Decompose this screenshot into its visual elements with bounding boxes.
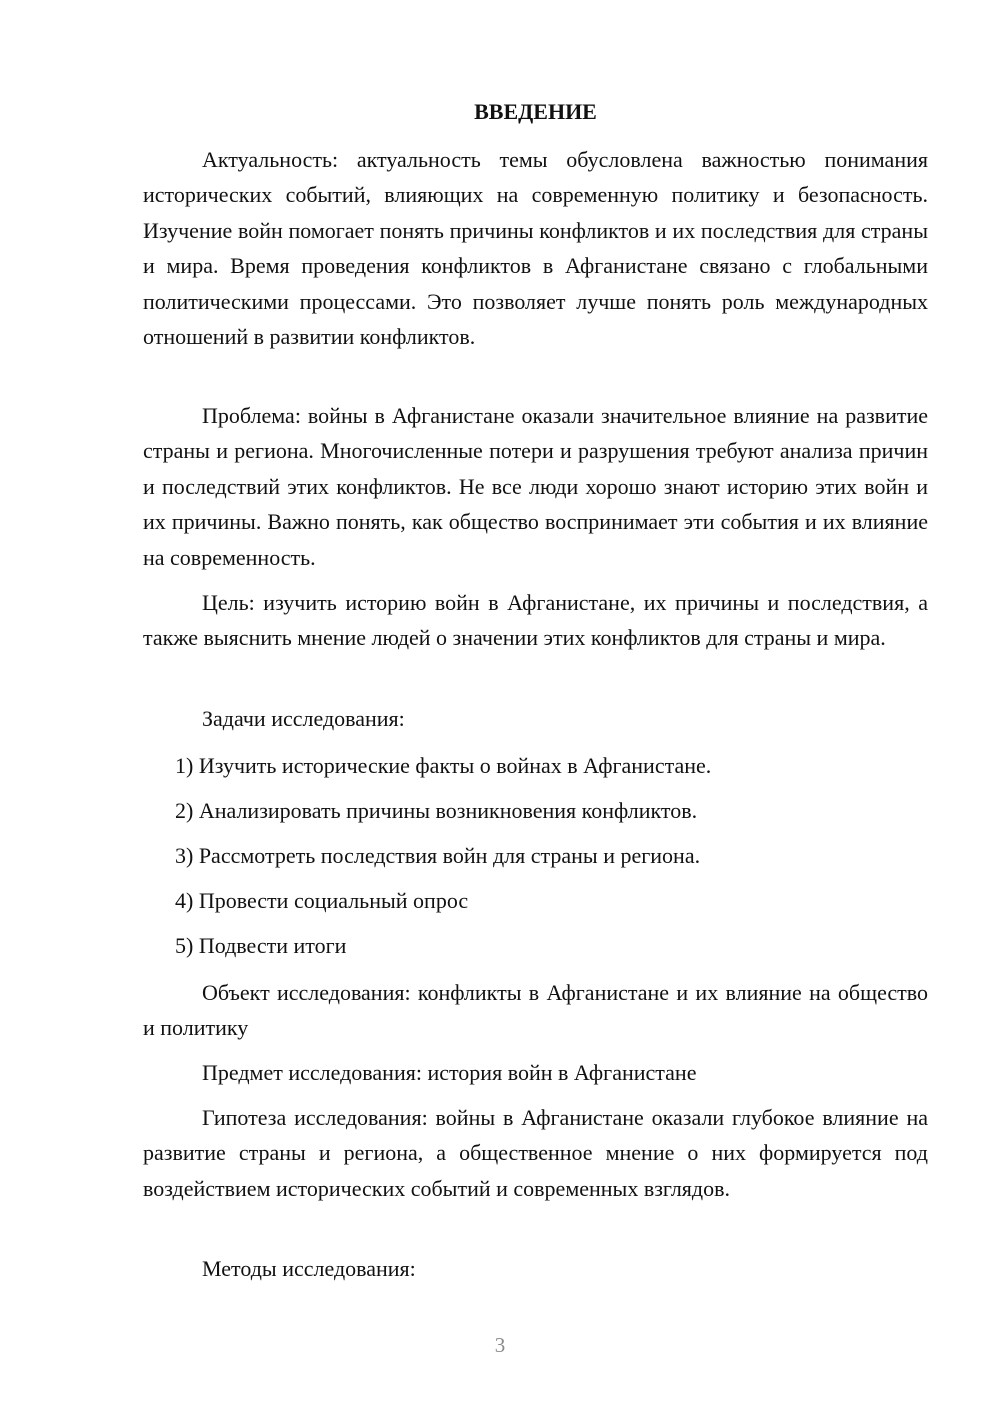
paragraph-subject: Предмет исследования: история войн в Афганистане xyxy=(202,1060,697,1085)
methods-heading: Методы исследования: xyxy=(202,1256,416,1281)
paragraph-object: Объект исследования: конфликты в Афганистане и их влияние на общество и политику xyxy=(143,980,928,1041)
list-item: 5) Подвести итоги xyxy=(175,933,347,958)
body-methods xyxy=(143,1251,928,1286)
body-object xyxy=(143,975,928,1046)
tasks-list xyxy=(143,743,928,968)
paragraph-relevance: Актуальность: актуальность темы обусловлена важностью понимания исторических событий, влияющих на современную политику и безопасность. Изучение войн помогает понять причины конфликтов и их последствия для страны и мира. Время проведения конфликтов в Афганистане связано с глобальными политическими процессами. Это позволяет лучше понять роль международных отношений в развитии конфликтов. xyxy=(143,147,928,350)
tasks-heading: Задачи исследования: xyxy=(202,706,405,731)
list-item: 2) Анализировать причины возникновения конфликтов. xyxy=(175,798,698,823)
body-top xyxy=(143,142,928,354)
list-item: 4) Провести социальный опрос xyxy=(175,888,469,913)
body-problem xyxy=(143,398,928,575)
tasks-heading-block xyxy=(143,701,928,736)
paragraph-problem: Проблема: войны в Афганистане оказали значительное влияние на развитие страны и региона. Многочисленные потери и разрушения требуют анализа причин и последствий этих конфликтов. Не все люди хорошо знают историю этих войн и их причины. Важно понять, как общество воспринимает эти события и их влияние на современность. xyxy=(143,403,928,570)
paragraph-goal: Цель: изучить историю войн в Афганистане, их причины и последствия, а также выяснить мнение людей о значении этих конфликтов для страны и мира. xyxy=(143,590,928,651)
section-title: ВВЕДЕНИЕ xyxy=(474,99,597,124)
list-item: 1) Изучить исторические факты о войнах в Афганистане. xyxy=(175,753,712,778)
paragraph-hypothesis: Гипотеза исследования: войны в Афганистане оказали глубокое влияние на развитие страны и региона, а общественное мнение о них формируется под воздействием исторических событий и современных взглядов. xyxy=(143,1105,928,1201)
body-subject xyxy=(143,1055,928,1090)
page-number: 3 xyxy=(494,1333,506,1357)
body-goal xyxy=(143,585,928,656)
body-hypothesis xyxy=(143,1100,928,1206)
list-item: 3) Рассмотреть последствия войн для страны и региона. xyxy=(175,843,701,868)
